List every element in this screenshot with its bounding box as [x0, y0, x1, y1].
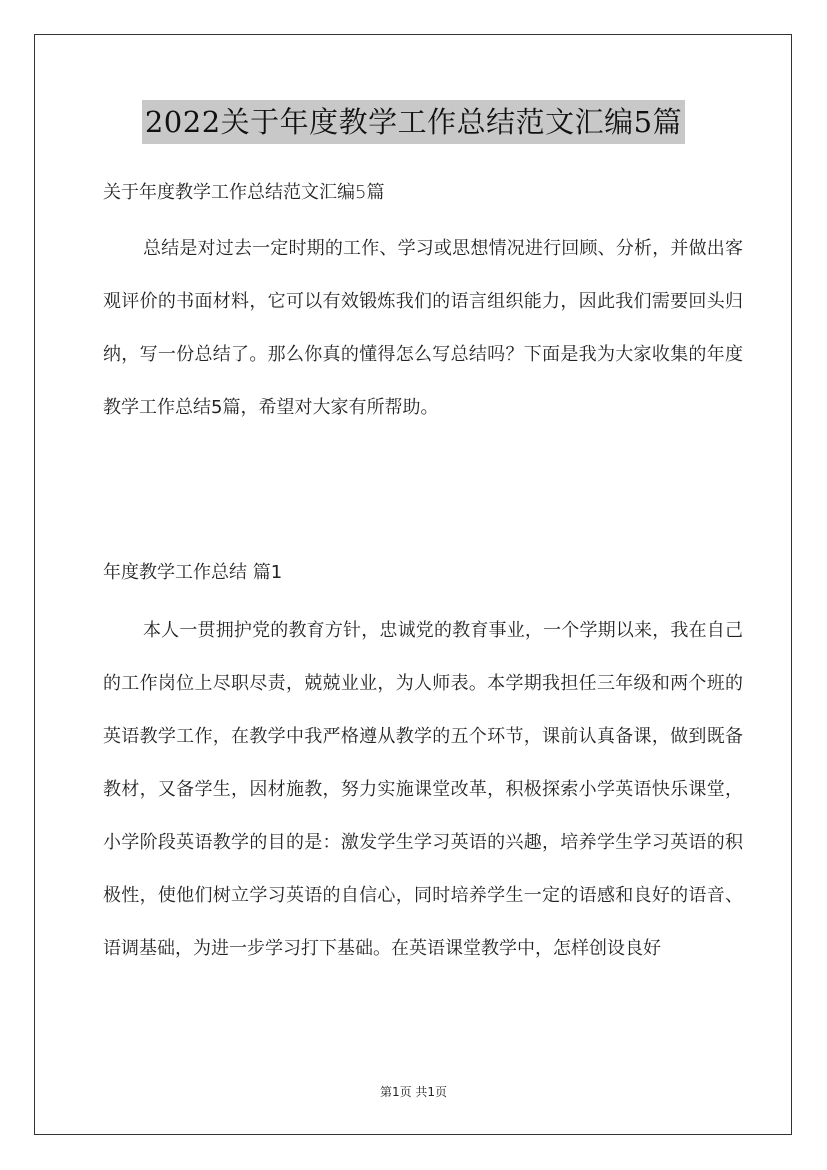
document-subtitle: 关于年度教学工作总结范文汇编5篇 [103, 182, 385, 203]
title-container [0, 100, 827, 144]
document-title: 2022关于年度教学工作总结范文汇编5篇 [142, 100, 685, 144]
page-footer: 第1页 共1页 [379, 1085, 448, 1099]
section-heading: 年度教学工作总结 篇1 [103, 562, 283, 583]
intro-paragraph: 总结是对过去一定时期的工作、学习或思想情况进行回顾、分析，并做出客观评价的书面材料，它可以有效锻炼我们的语言组织能力，因此我们需要回头归纳，写一份总结了。那么你真的懂得怎么写总结吗？下面是我为大家收集的年度教学工作总结5篇，希望对大家有所帮助。 [103, 238, 743, 418]
section-paragraph: 本人一贯拥护党的教育方针，忠诚党的教育事业，一个学期以来，我在自己的工作岗位上尽职尽责，兢兢业业，为人师表。本学期我担任三年级和两个班的英语教学工作，在教学中我严格遵从教学的五个环节，课前认真备课，做到既备教材，又备学生，因材施教，努力实施课堂改革，积极探索小学英语快乐课堂，小学阶段英语教学的目的是：激发学生学习英语的兴趣，培养学生学习英语的积极性，使他们树立学习英语的自信心，同时培养学生一定的语感和良好的语音、语调基础，为进一步学习打下基础。在英语课堂教学中，怎样创设良好 [103, 620, 743, 959]
